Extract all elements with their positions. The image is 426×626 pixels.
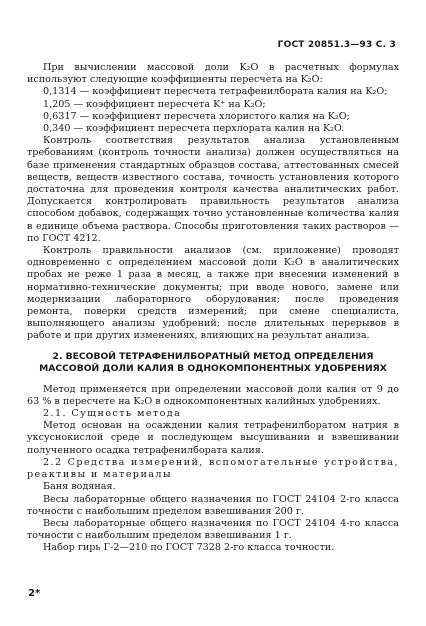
page-signature-mark: 2* — [28, 588, 41, 599]
coefficient-3: 0,6317 — коэффициент пересчета хлористого калия на K₂O; — [43, 110, 350, 122]
equipment-item: Баня водяная. — [43, 481, 116, 493]
coefficient-2: 1,205 — коэффициент пересчета K⁺ на K₂O; — [43, 98, 266, 110]
equipment-item: Весы лабораторные общего назначения по ГОСТ 24104 2-го класса точности с наибольшим пределом взвешивания 200 г. — [27, 493, 399, 517]
coefficient-1: 0,1314 — коэффициент пересчета тетрафенилбората калия на K₂O; — [43, 86, 388, 98]
correctness-paragraph: Контроль правильности анализов (см. приложение) проводят одновременно с определением массовой доли K₂O в аналитических пробах не реже 1 раза в месяц, а также при внесении изменений в нормативно-технические документы; при вводе нового, замене или модернизации лабораторного оборудования; после проведения ремонта, поверки средств измерений; при смене специалиста, выполняющего анализы удобрений; после длительных перерывов в работе и при других изменениях, влияющих на результат анализа. — [27, 245, 399, 342]
equipment-item: Весы лабораторные общего назначения по ГОСТ 24104 4-го класса точности с наибольшим пределом взвешивания 1 г. — [27, 517, 399, 542]
section-title: 2. ВЕСОВОЙ ТЕТРАФЕНИЛБОРАТНЫЙ МЕТОД ОПРЕДЕЛЕНИЯ МАССОВОЙ ДОЛИ КАЛИЯ В ОДНОКОМПОНЕНТНЫХ УДОБРЕНИЯХ — [39, 350, 387, 375]
control-paragraph: Контроль соответствия результатов анализа установленным требованиям (контроль точности анализа) должен осуществляться на базе применения стандартных образцов состава, аттестованных смесей веществ, веществ известного состава, точность установления которого достаточна для проведения контроля качества аналитических работ. Допускается контролировать правильность результатов анализа способом добавок, содержащих точно установленные количества калия в единице объема раствора. Способы приготовления таких растворов — по ГОСТ 4212. — [27, 135, 399, 244]
subsection-essence-heading: 2.1. Сущность метода — [43, 408, 182, 420]
document-body — [27, 62, 399, 555]
subsection-equipment-heading: 2.2 Средства измерений, вспомогательные устройства, реактивы и материалы — [27, 456, 399, 481]
coefficient-4: 0,340 — коэффициент пересчета перхлората калия на K₂O. — [43, 123, 345, 135]
equipment-item: Набор гирь Г-2—210 по ГОСТ 7328 2-го класса точности. — [43, 542, 335, 554]
essence-paragraph: Метод основан на осаждении калия тетрафенилборатом натрия в уксуснокислой среде и последующем высушивании и взвешивании полученного осадка тетрафенилбората калия. — [27, 420, 399, 456]
intro-paragraph: При вычислении массовой доли K₂O в расчетных формулах используют следующие коэффициенты пересчета на K₂O: — [27, 62, 399, 86]
scope-paragraph: Метод применяется при определении массовой доли калия от 9 до 63 % в пересчете на K₂O в однокомпонентных калийных удобрениях. — [27, 383, 399, 407]
page-header: ГОСТ 20851.3—93 С. 3 — [277, 40, 396, 50]
